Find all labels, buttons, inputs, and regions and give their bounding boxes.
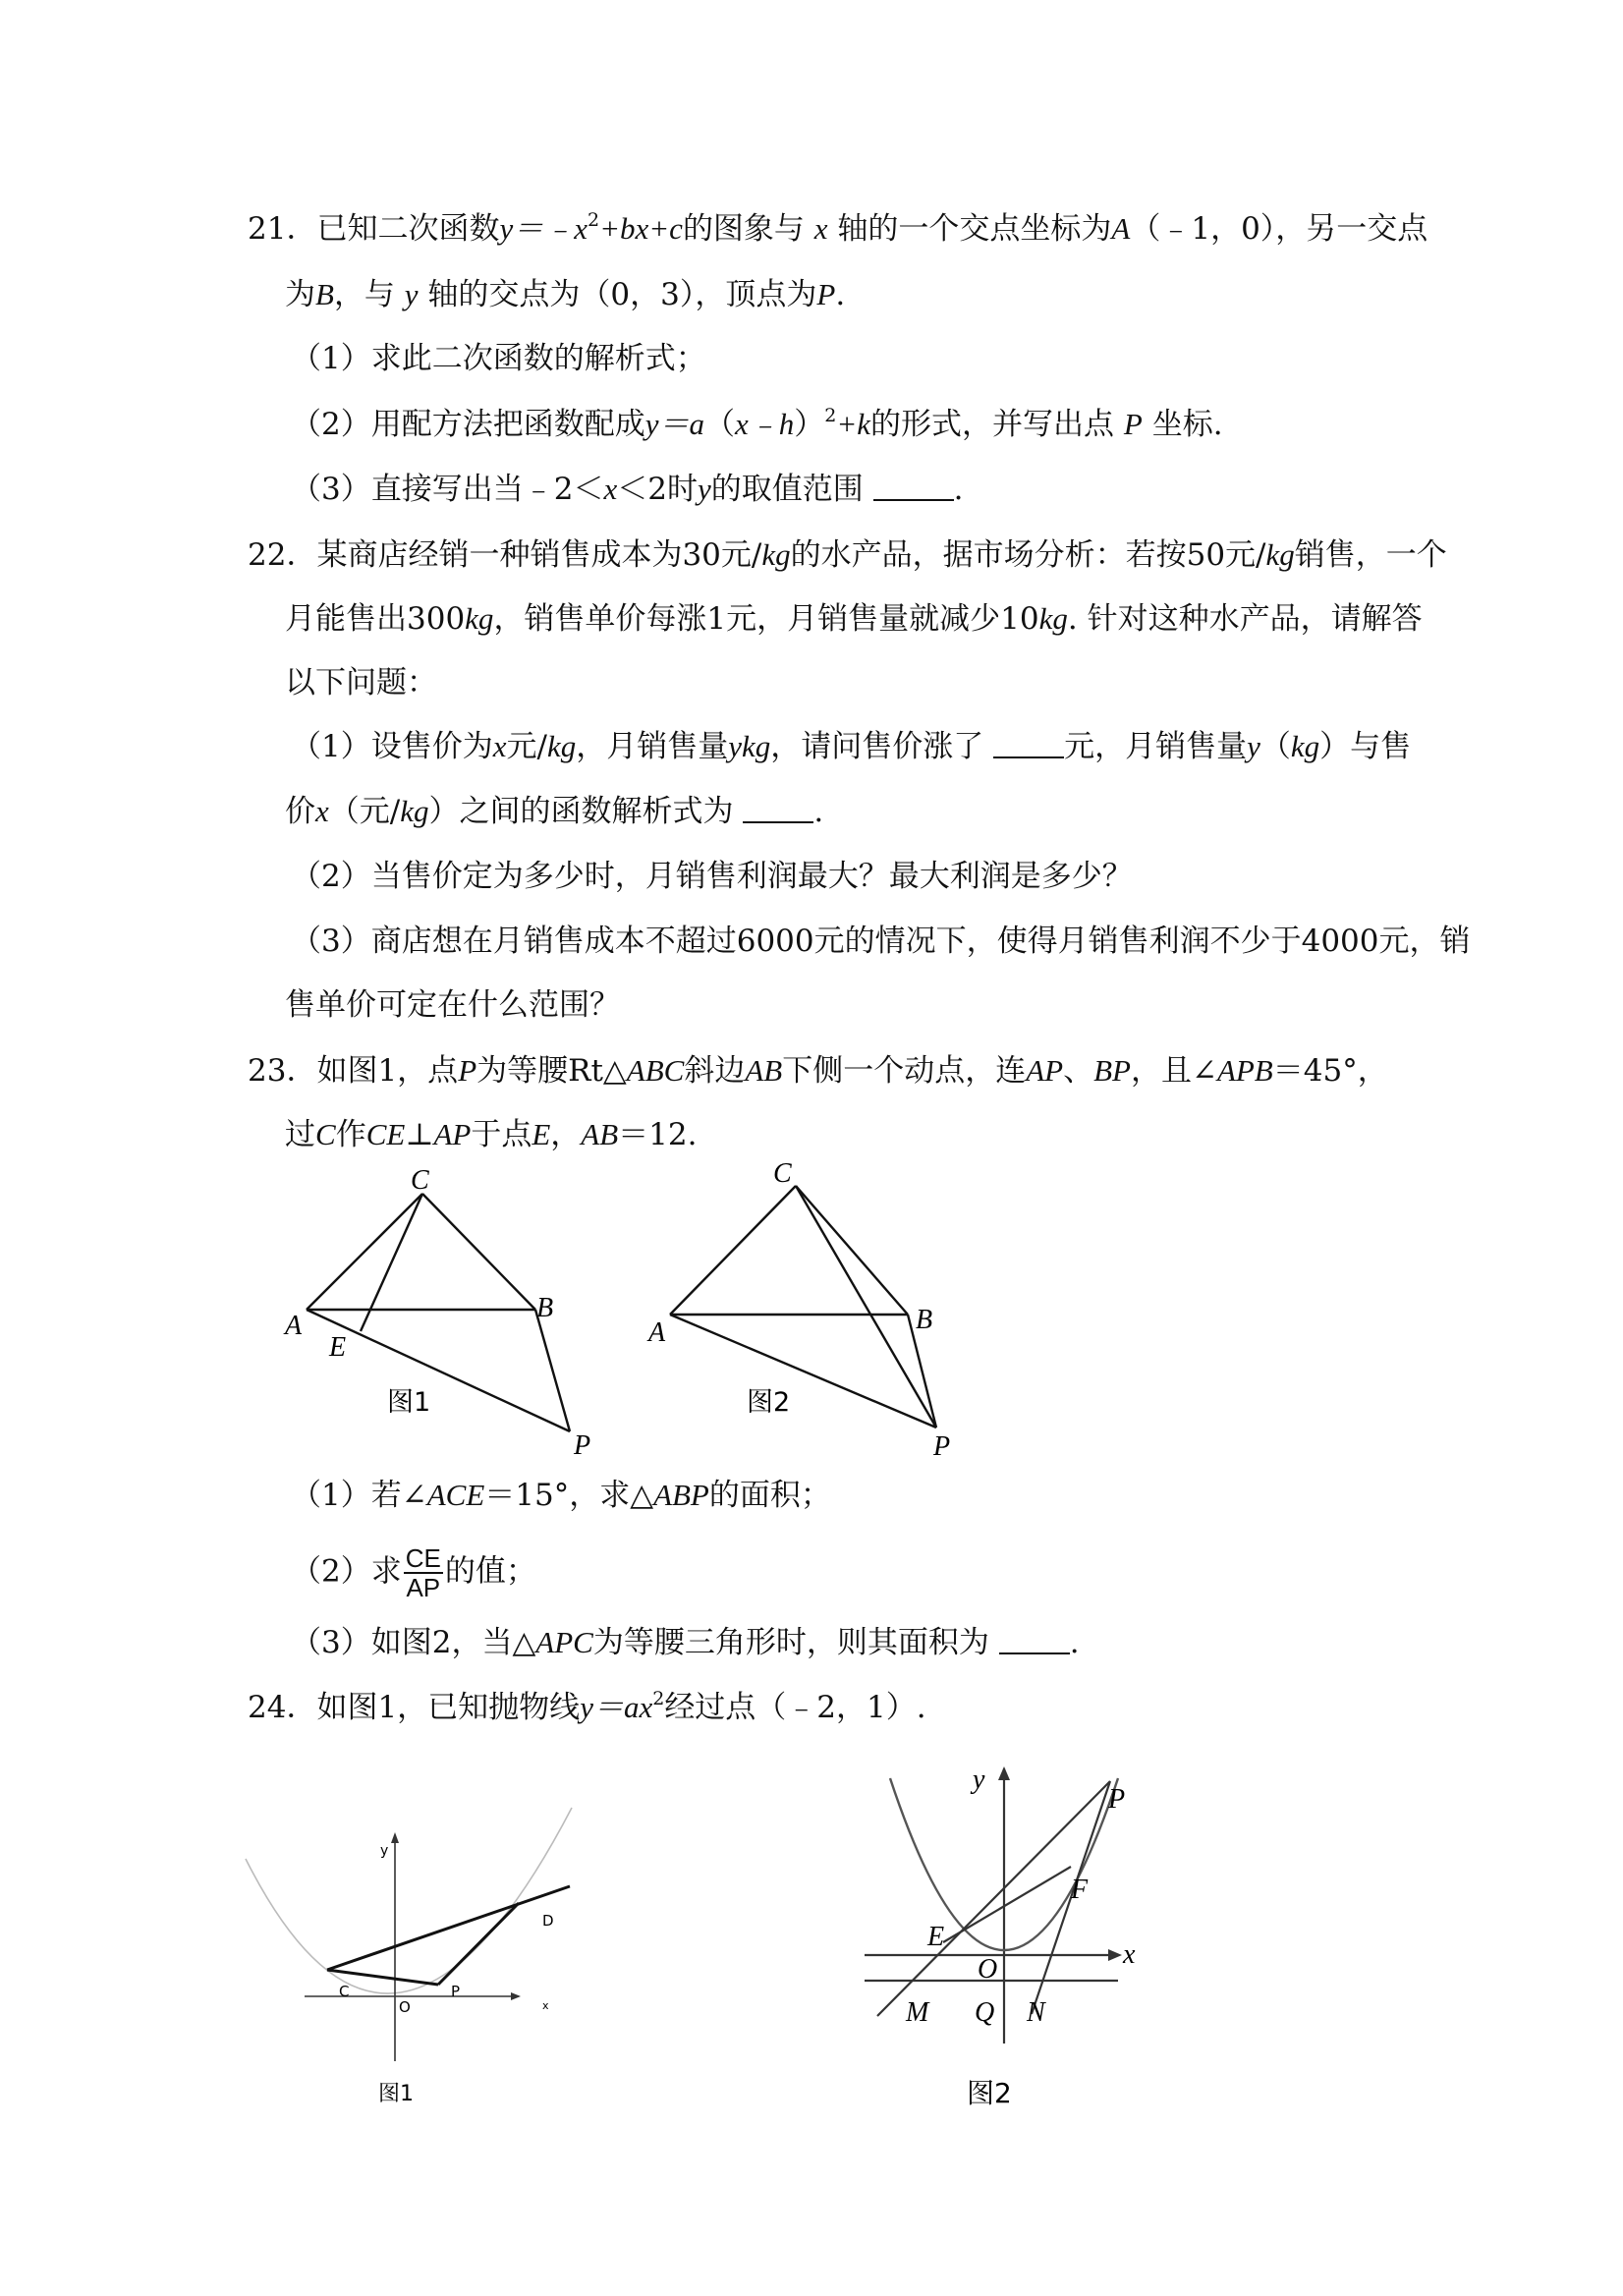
- q21-part2: （2）用配方法把函数配成y＝a（x﹣h）$^2$+k的形式，并写出点 P 坐标.: [291, 405, 1223, 442]
- answer-blank[interactable]: [743, 794, 813, 823]
- segment-AC: [307, 1194, 422, 1310]
- q22-part1-cont: 价x（元/kg）之间的函数解析式为 .: [285, 794, 824, 829]
- label-C: C: [773, 1158, 792, 1189]
- label-P: P: [1108, 1784, 1126, 1815]
- q21-part1: （1）求此二次函数的解析式；: [291, 341, 706, 376]
- label-E: E: [329, 1332, 347, 1363]
- label-O: O: [399, 1998, 411, 2016]
- label-x: x: [1123, 1939, 1136, 1970]
- q22-part3: （3）商店想在月销售成本不超过6000元的情况下，使得月销售利润不少于4000元，销: [291, 924, 1471, 959]
- q22-part3-cont: 售单价可定在什么范围？: [285, 987, 620, 1023]
- q24-line1: 24．如图1，已知抛物线$y=ax^2$经过点（﹣2，1）.: [248, 1688, 926, 1725]
- q24-number: 24．: [248, 1690, 317, 1725]
- segment-AC: [670, 1186, 796, 1315]
- parabola-curve: [246, 1808, 572, 1993]
- q23-part3: （3）如图2，当△APC为等腰三角形时，则其面积为 .: [291, 1625, 1080, 1660]
- y-axis-arrow: [998, 1766, 1010, 1780]
- answer-blank[interactable]: [993, 729, 1064, 758]
- x-axis-arrow: [1108, 1949, 1122, 1961]
- x-axis-arrow: [511, 1992, 521, 2000]
- label-y: y: [973, 1764, 985, 1795]
- q22-part1: （1）设售价为x元/kg，月销售量ykg，请问售价涨了 元，月销售量y（kg）与售: [291, 729, 1412, 764]
- label-A: A: [648, 1317, 666, 1348]
- label-y: y: [380, 1843, 389, 1859]
- label-N: N: [1027, 1997, 1045, 2028]
- q23-figure-2: [639, 1154, 973, 1462]
- label-F: F: [1071, 1875, 1089, 1905]
- fraction-CE-over-AP: $\frac{CE}{AP}$: [405, 1543, 441, 1602]
- segment-BP: [535, 1310, 570, 1431]
- q23-figure-1: [275, 1159, 609, 1461]
- segment-CB: [796, 1186, 908, 1315]
- label-x: x: [542, 1999, 549, 2012]
- q21-line2: 为B，与 y 轴的交点为（0，3），顶点为P.: [285, 277, 846, 312]
- label-B: B: [916, 1305, 933, 1335]
- figure-caption: 图1: [378, 2082, 414, 2106]
- q21-number: 21．: [248, 211, 317, 247]
- q21-line1: 21．已知二次函数$y=﹣x^2+bx+c$的图象与 x 轴的一个交点坐标为A（﹣1，0），另一交点: [248, 209, 1428, 247]
- q22-line2: 月能售出300kg，销售单价每涨1元，月销售量就减少10kg. 针对这种水产品，请解答: [285, 601, 1423, 637]
- label-C: C: [339, 1983, 350, 2000]
- label-P: P: [451, 1983, 461, 2000]
- y-axis-arrow: [391, 1832, 399, 1843]
- answer-blank[interactable]: [873, 472, 954, 501]
- q23-line2: 过C作CE⊥AP于点E，AB＝12.: [285, 1117, 698, 1152]
- q22-part2: （2）当售价定为多少时，月销售利润最大？最大利润是多少？: [291, 859, 1133, 894]
- figure-caption: 图1: [387, 1387, 431, 1418]
- q23-part2: （2）求 $\frac{CE}{AP}$ 的值；: [291, 1543, 536, 1602]
- segment-AP: [670, 1315, 936, 1428]
- q22-line3: 以下问题：: [285, 665, 437, 700]
- label-C: C: [411, 1165, 429, 1196]
- label-E: E: [927, 1922, 945, 1952]
- figure-caption: 图2: [747, 1387, 791, 1418]
- segment-EF: [943, 1867, 1071, 1942]
- label-P: P: [574, 1430, 591, 1461]
- q22-number: 22．: [248, 537, 317, 573]
- q24-figure-2: [855, 1749, 1169, 2117]
- q24-figure-1: [241, 1808, 580, 2107]
- q23-part1: （1）若∠ACE＝15°，求△ABP的面积；: [291, 1478, 831, 1513]
- label-P: P: [933, 1431, 951, 1462]
- segment-PD: [438, 1903, 519, 1985]
- q23-number: 23．: [248, 1053, 317, 1089]
- label-O: O: [978, 1954, 998, 1985]
- q22-line1: 22．某商店经销一种销售成本为30元/kg的水产品，据市场分析：若按50元/kg销售，一个: [248, 537, 1447, 573]
- label-M: M: [906, 1997, 929, 2028]
- q21-part3: （3）直接写出当﹣2＜x＜2时y的取值范围 .: [291, 472, 964, 507]
- segment-CB: [422, 1194, 535, 1310]
- label-D: D: [542, 1912, 554, 1930]
- figure-caption: 图2: [967, 2077, 1012, 2109]
- label-Q: Q: [975, 1997, 995, 2028]
- label-B: B: [536, 1293, 554, 1323]
- answer-blank[interactable]: [999, 1625, 1070, 1654]
- label-A: A: [285, 1311, 303, 1341]
- line-CD: [327, 1886, 570, 1970]
- q23-line1: 23．如图1，点P为等腰Rt△ABC斜边AB下侧一个动点，连AP、BP，且∠APB＝45°，: [248, 1053, 1388, 1089]
- segment-AP: [307, 1310, 570, 1431]
